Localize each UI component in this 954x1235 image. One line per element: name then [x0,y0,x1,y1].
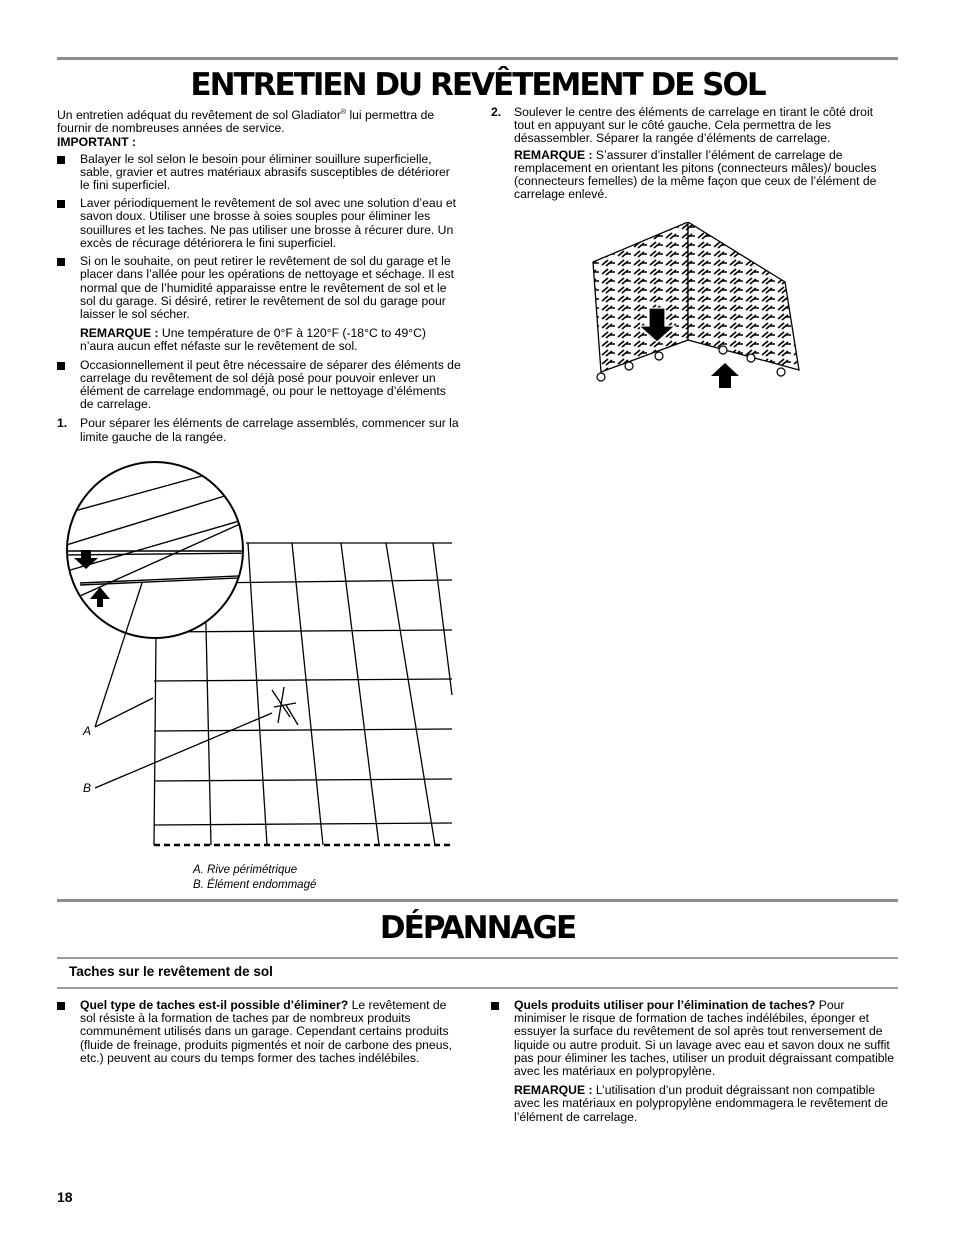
step-2: 2. Soulever le centre des éléments de carrelage en tirant le côté droit tout en appuyant sur le côté gauche. Cela permettra de les désassembler. Séparer la rangée d’éléments de carrelage. [491,105,874,146]
bullet-square-icon [57,258,65,266]
intro-paragraph: Un entretien adéquat du revêtement de sol Gladiator® lui permettra de fournir de nombreuses années de service. [57,108,435,136]
arrow-up-icon [711,363,739,388]
bullet-item: Laver périodiquement le revêtement de sol avec une solution d’eau et savon doux. Utiliser une brosse à soies souples pour éliminer les souillures et les taches. Ne pas utiliser une brosse à récurer dure. Un excès de récurage détériorera le fini superficiel. [57,197,462,250]
top-rule [57,57,898,60]
bullet-item: Quels produits utiliser pour l’élimination de taches? Pour minimiser le risque de formation de taches indélébiles, éponger et essuyer la surface du revêtement de sol après tout renversement de liquide ou autre produit. Si un lavage avec eau et savon doux ne suffit pas pour éliminer les taches, utiliser un produit dégraissant compatible avec les matériaux en polypropylène. [491,999,896,1078]
page-number: 18 [57,1189,73,1205]
figure-label-b: B [83,781,92,795]
subsection-rule-bottom [57,987,898,989]
right-column [491,106,896,201]
note-degreaser: REMARQUE : L’utilisation d’un produit dégraissant non compatible avec les matériaux en polypropylène endommagera le revêtement de l’élément de carrelage. [514,1083,888,1124]
subsection-title: Taches sur le revêtement de sol [69,964,273,979]
troubleshoot-right [491,994,896,1124]
bullet-item: Si on le souhaite, on peut retirer le revêtement de sol du garage et le placer dans l’allée pour les opérations de nettoyage et séchage. Il est normal que de l’humidité apparaisse entre le revêtement de sol et le sol du garage. Si désiré, retirer le revêtement de sol du garage pour laisser le sol sécher. [57,255,462,321]
note-temperature: REMARQUE : Une température de 0°F à 120°F (-18°C to 49°C) n’aura aucun effet néfaste sur le revêtement de sol. [80,326,426,354]
bullet-square-icon [57,200,65,208]
step-1: 1. Pour séparer les éléments de carrelage assemblés, commencer sur la limite gauche de la rangée. [57,416,459,444]
bullet-square-icon [57,156,65,164]
left-column [57,106,462,444]
figure-floor-grid [60,455,460,855]
note-replacement: REMARQUE : S’assurer d’installer l’élément de carrelage de remplacement en orientant les pitons (connecteurs mâles)/ boucles (connecteurs femelles) de la même façon que ceux de l’élément de carrelage enlevé. [514,147,877,202]
section-rule [57,899,898,902]
subsection-rule-top [57,957,898,959]
figure-caption: A. Rive périmétrique B. Élément endommagé [193,864,317,891]
bullet-item: Quel type de taches est-il possible d’éliminer? Le revêtement de sol résiste à la formation de taches par de nombreux produits communément utilisés dans un garage. Cependant certains produits (fluide de freinage, produits pigmentés et noir de carbone des pneus, etc.) peuvent au cours du temps former des taches indélébiles. [57,999,462,1065]
troubleshoot-left [57,994,462,1065]
bullet-square-icon [57,362,65,370]
bullet-square-icon [57,1002,65,1010]
bullet-square-icon [491,1002,499,1010]
section-title-maintenance: ENTRETIEN DU REVÊTEMENT DE SOL [190,67,765,103]
important-label: IMPORTANT : [57,135,136,150]
bullet-item: Occasionnellement il peut être nécessaire de séparer des éléments de carrelage du revêtement de sol déjà posé pour pouvoir enlever un élément de carrelage endommagé, ou pour le nettoyage d’éléments de carrelage. [57,359,462,412]
figure-tile-separation [585,222,807,390]
figure-label-a: A [83,724,92,738]
bullet-item: Balayer le sol selon le besoin pour éliminer souillure superficielle, sable, gravier et autres matériaux abrasifs susceptibles de détériorer le fini superficiel. [57,153,462,193]
section-title-troubleshooting: DÉPANNAGE [379,910,576,946]
